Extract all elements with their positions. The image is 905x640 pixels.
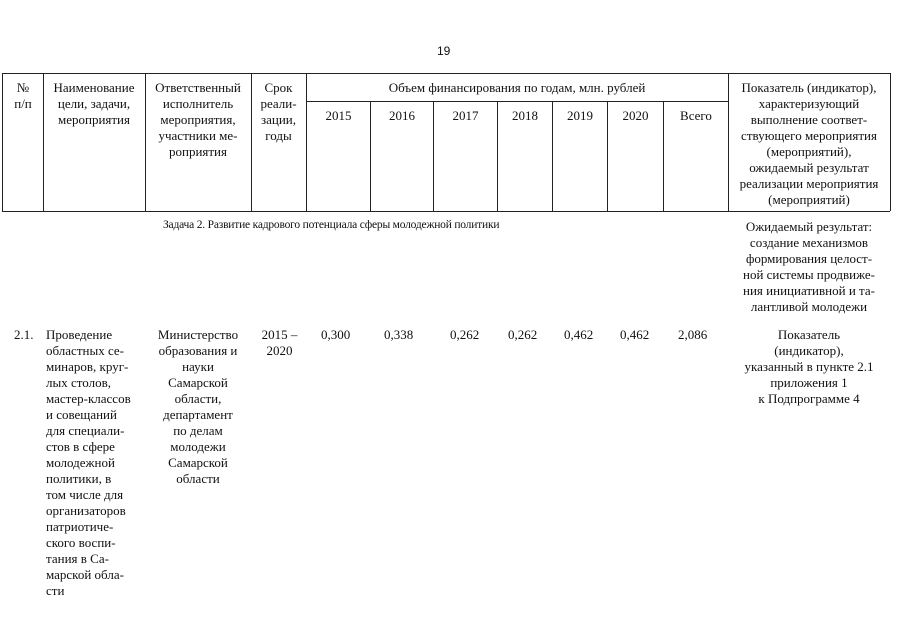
row-term: 2015 – 2020 [261,327,298,358]
grid-line [890,73,891,211]
table-top-border [2,73,890,74]
header-term: Срок реали- зации, годы [260,80,297,143]
row-value-2015: 0,300 [321,327,351,342]
header-year-2015: 2015 [325,108,352,123]
row-value-2016: 0,338 [384,327,414,342]
header-total: Всего [680,108,712,123]
row-value-2018: 0,262 [508,327,538,342]
header-year-2018: 2018 [512,108,538,123]
header-no: № п/п [14,80,32,111]
header-name: Наименование цели, задачи, мероприятия [53,80,135,127]
grid-line [2,73,3,211]
row-number: 2.1. [14,327,34,342]
row-value-2017: 0,262 [450,327,480,342]
row-value-2019: 0,462 [564,327,594,342]
page-number: 19 [437,44,451,58]
row-value-2020: 0,462 [620,327,650,342]
row-name: Проведение областных се- минаров, круг- лых столов, мастер-классов и совещаний для специали- стов в сфере молодежной политики, в том числе для организаторов патриотиче- ского воспи- тания в Са- марской обла- сти [46,327,131,598]
row-indicator: Показатель (индикатор), указанный в пункте 2.1 приложения 1 к Подпрограмме 4 [744,327,874,406]
row-value-total: 2,086 [678,327,708,342]
row-responsible: Министерство образования и науки Самарской области, департамент по делам молодежи Самарской области [157,327,239,486]
header-indicator: Показатель (индикатор), характеризующий выполнение соответ- ствующего мероприятия (мероприятий), ожидаемый результат реализации мероприятия (мероприятий) [739,80,879,207]
header-funding: Объем финансирования по годам, млн. рублей [388,80,646,95]
header-year-2020: 2020 [622,108,649,123]
task-title: Задача 2. Развитие кадрового потенциала сферы молодежной политики [163,219,500,231]
header-year-2016: 2016 [389,108,415,123]
header-bottom-border [2,211,890,212]
task-expected-result: Ожидаемый результат: создание механизмов формирования целост- ной системы продвиже- ния инициативной и та- лантливой молодежи [742,219,876,314]
header-year-2019: 2019 [567,108,593,123]
header-year-2017: 2017 [452,108,479,123]
header-responsible: Ответственный исполнитель мероприятия, участники ме- роприятия [155,80,241,159]
